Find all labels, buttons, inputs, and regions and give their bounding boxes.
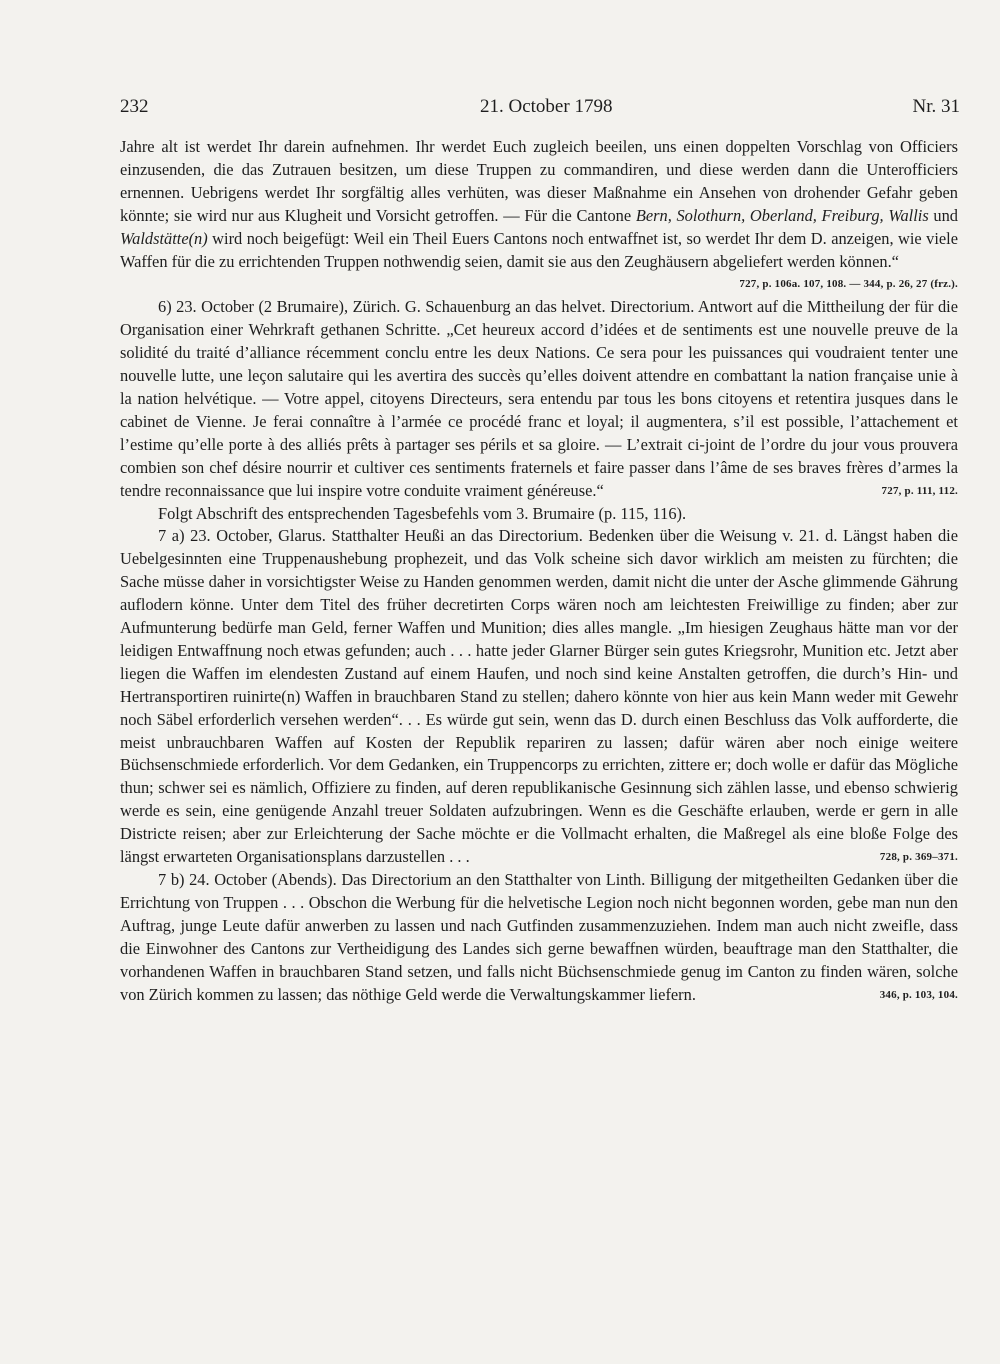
source-reference: 727, p. 106a. 107, 108. — 344, p. 26, 27 (frz.). (739, 278, 958, 291)
volume-number: Nr. 31 (912, 96, 960, 117)
running-title: 21. October 1798 (480, 96, 613, 117)
paragraph-continued: Jahre alt ist werdet Ihr darein aufnehmen. Ihr werdet Euch zugleich beeilen, uns einen doppelten Vorschlag von Officiers einzusenden, die das Zutrauen besitzen, um diese Truppen zu commandiren, und diese werden dann die Unterofficiers ernennen. Uebrigens werdet Ihr sorgfältig alles verhüten, was dieser Maßnahme ein Ansehen von drohender Gefahr geben könnte; sie wird nur aus Klugheit und Vorsicht getroffen. — Für die Cantone Bern, Solothurn, Oberland, Freiburg, Wallis und Waldstätte(n) wird noch beigefügt: Weil ein Theil Euers Cantons noch entwaffnet ist, so werdet Ihr dem D. anzeigen, wie viele Waffen für die zu errichtenden Truppen nothwendig seien, damit sie aus den Zeughäusern abgeliefert werden können.“ (120, 137, 958, 271)
page-number: 232 (120, 96, 149, 117)
page-header (120, 96, 960, 126)
entry-note: Folgt Abschrift des entsprechenden Tagesbefehls vom 3. Brumaire (p. 115, 116). (158, 503, 687, 523)
source-reference: 727, p. 111, 112. (881, 484, 958, 497)
entry-6: 6) 23. October (2 Brumaire), Zürich. G. Schauenburg an das helvet. Directorium. Antwort auf die Mittheilung der für die Organisation einer Wehrkraft gethanen Schritte. „Cet heureux accord d’idées et de sentiments est une nouvelle preuve de la solidité du traité d’alliance récemment conclu entre les deux Nations. Ce sera pour les puissances qui voudraient tenter une nouvelle lutte, une leçon salutaire qui les avertira des succès qu’elles doivent attendre en combattant la nation française unie à la nation helvétique. — Votre appel, citoyens Directeurs, sera entendu par tous les bons citoyens et retentira jusques dans le cabinet de Vienne. Je ferai connaître à l’armée ce procédé franc et loyal; il augmentera, s’il est possible, l’attachement et l’estime qu’elle porte à des alliés prêts à partager ses périls et sa gloire. — L’extrait ci-joint de l’ordre du jour vous prouvera combien son chef désire nourrir et cultiver ces sentiments fraternels et faire passer dans l’âme de ses braves frères d’armes la tendre reconnaissance que lui inspire votre conduite vraiment généreuse.“ 727, p. 111, 112. (120, 296, 958, 502)
italic-waldstaette: Waldstätte(n) (120, 228, 208, 248)
document-body (120, 136, 958, 1006)
source-reference: 728, p. 369–371. (879, 851, 958, 864)
source-reference: 346, p. 103, 104. (879, 988, 958, 1001)
entry-7b: 7 b) 24. October (Abends). Das Directorium an den Statthalter von Linth. Billigung der mitgetheilten Gedanken über die Errichtung von Truppen . . . Obschon die Werbung für die helvetische Legion noch nicht begonnen worden, gebe man nun den Auftrag, junge Leute dafür anwerben zu lassen und nach Gutfinden zusammenzuziehen. Indem man auch nicht zweifle, dass die Einwohner des Cantons zur Vertheidigung des Landes sich gerne bewaffnen würden, beauftrage man den Statthalter, die vorhandenen Waffen in brauchbaren Stand setzen, und falls nicht Büchsenschmiede genug im Canton zu finden wären, solche von Zürich kommen zu lassen; das nöthige Geld werde die Verwaltungskammer liefern. 346, p. 103, 104. (120, 869, 958, 1006)
italic-cantons: Bern, Solothurn, Oberland, Freiburg, Wallis (635, 205, 929, 225)
entry-7a: 7 a) 23. October, Glarus. Statthalter Heußi an das Directorium. Bedenken über die Weisung v. 21. d. Längst haben die Uebelgesinnten eine Truppenaushebung prophezeit, und das Volk scheine sich davor wirklich am meisten zu fürchten; die Sache müsse daher in vorsichtigster Weise zu Handen genommen werden, damit nicht die unter der Asche glimmende Gährung auflodern könne. Unter dem Titel des früher decretirten Corps wären noch am leichtesten Freiwillige zu finden; aber zur Aufmunterung bedürfe man Geld, ferner Waffen und Munition; dies alles mangle. „Im hiesigen Zeughaus hätte man vor der leidigen Entwaffnung noch etwas gefunden; auch . . . hatte jeder Glarner Bürger sein gutes Kriegsrohr, Munition etc. Jetzt aber liegen die Waffen im elendesten Zustand auf einem Haufen, und noch sind keine Anstalten getroffen, die durch’s Hin- und Hertransportiren ruinirte(n) Waffen in brauchbaren Stand zu stellen; dahero könnte von hier aus kein Mann weder mit Gewehr noch Säbel erforderlich versehen werden“. . . Es würde gut sein, wenn das D. durch einen Beschluss das Volk aufforderte, die meist unbrauchbaren Waffen auf Kosten der Republik repariren zu lassen; dafür wären aber noch einige weitere Büchsenschmiede erforderlich. Vor dem Gedanken, ein Truppencorps zu errichten, zittere er; doch wolle er dafür das Mögliche thun; schwer sei es nämlich, Offiziere zu finden, auf deren republikanische Gesinnung sich zählen lasse, und ebenso schwierig werde es sein, eine genügende Anzahl treuer Soldaten aufzubringen. Wenn es die Geschäfte erlauben, werde er gern in alle Districte reisen; aber zur Erleichterung der Sache möchte er die Vollmacht erhalten, die Maßregel als eine bloße Folge des längst erwarteten Organisationsplans darzustellen . . . 728, p. 369–371. (120, 525, 958, 869)
